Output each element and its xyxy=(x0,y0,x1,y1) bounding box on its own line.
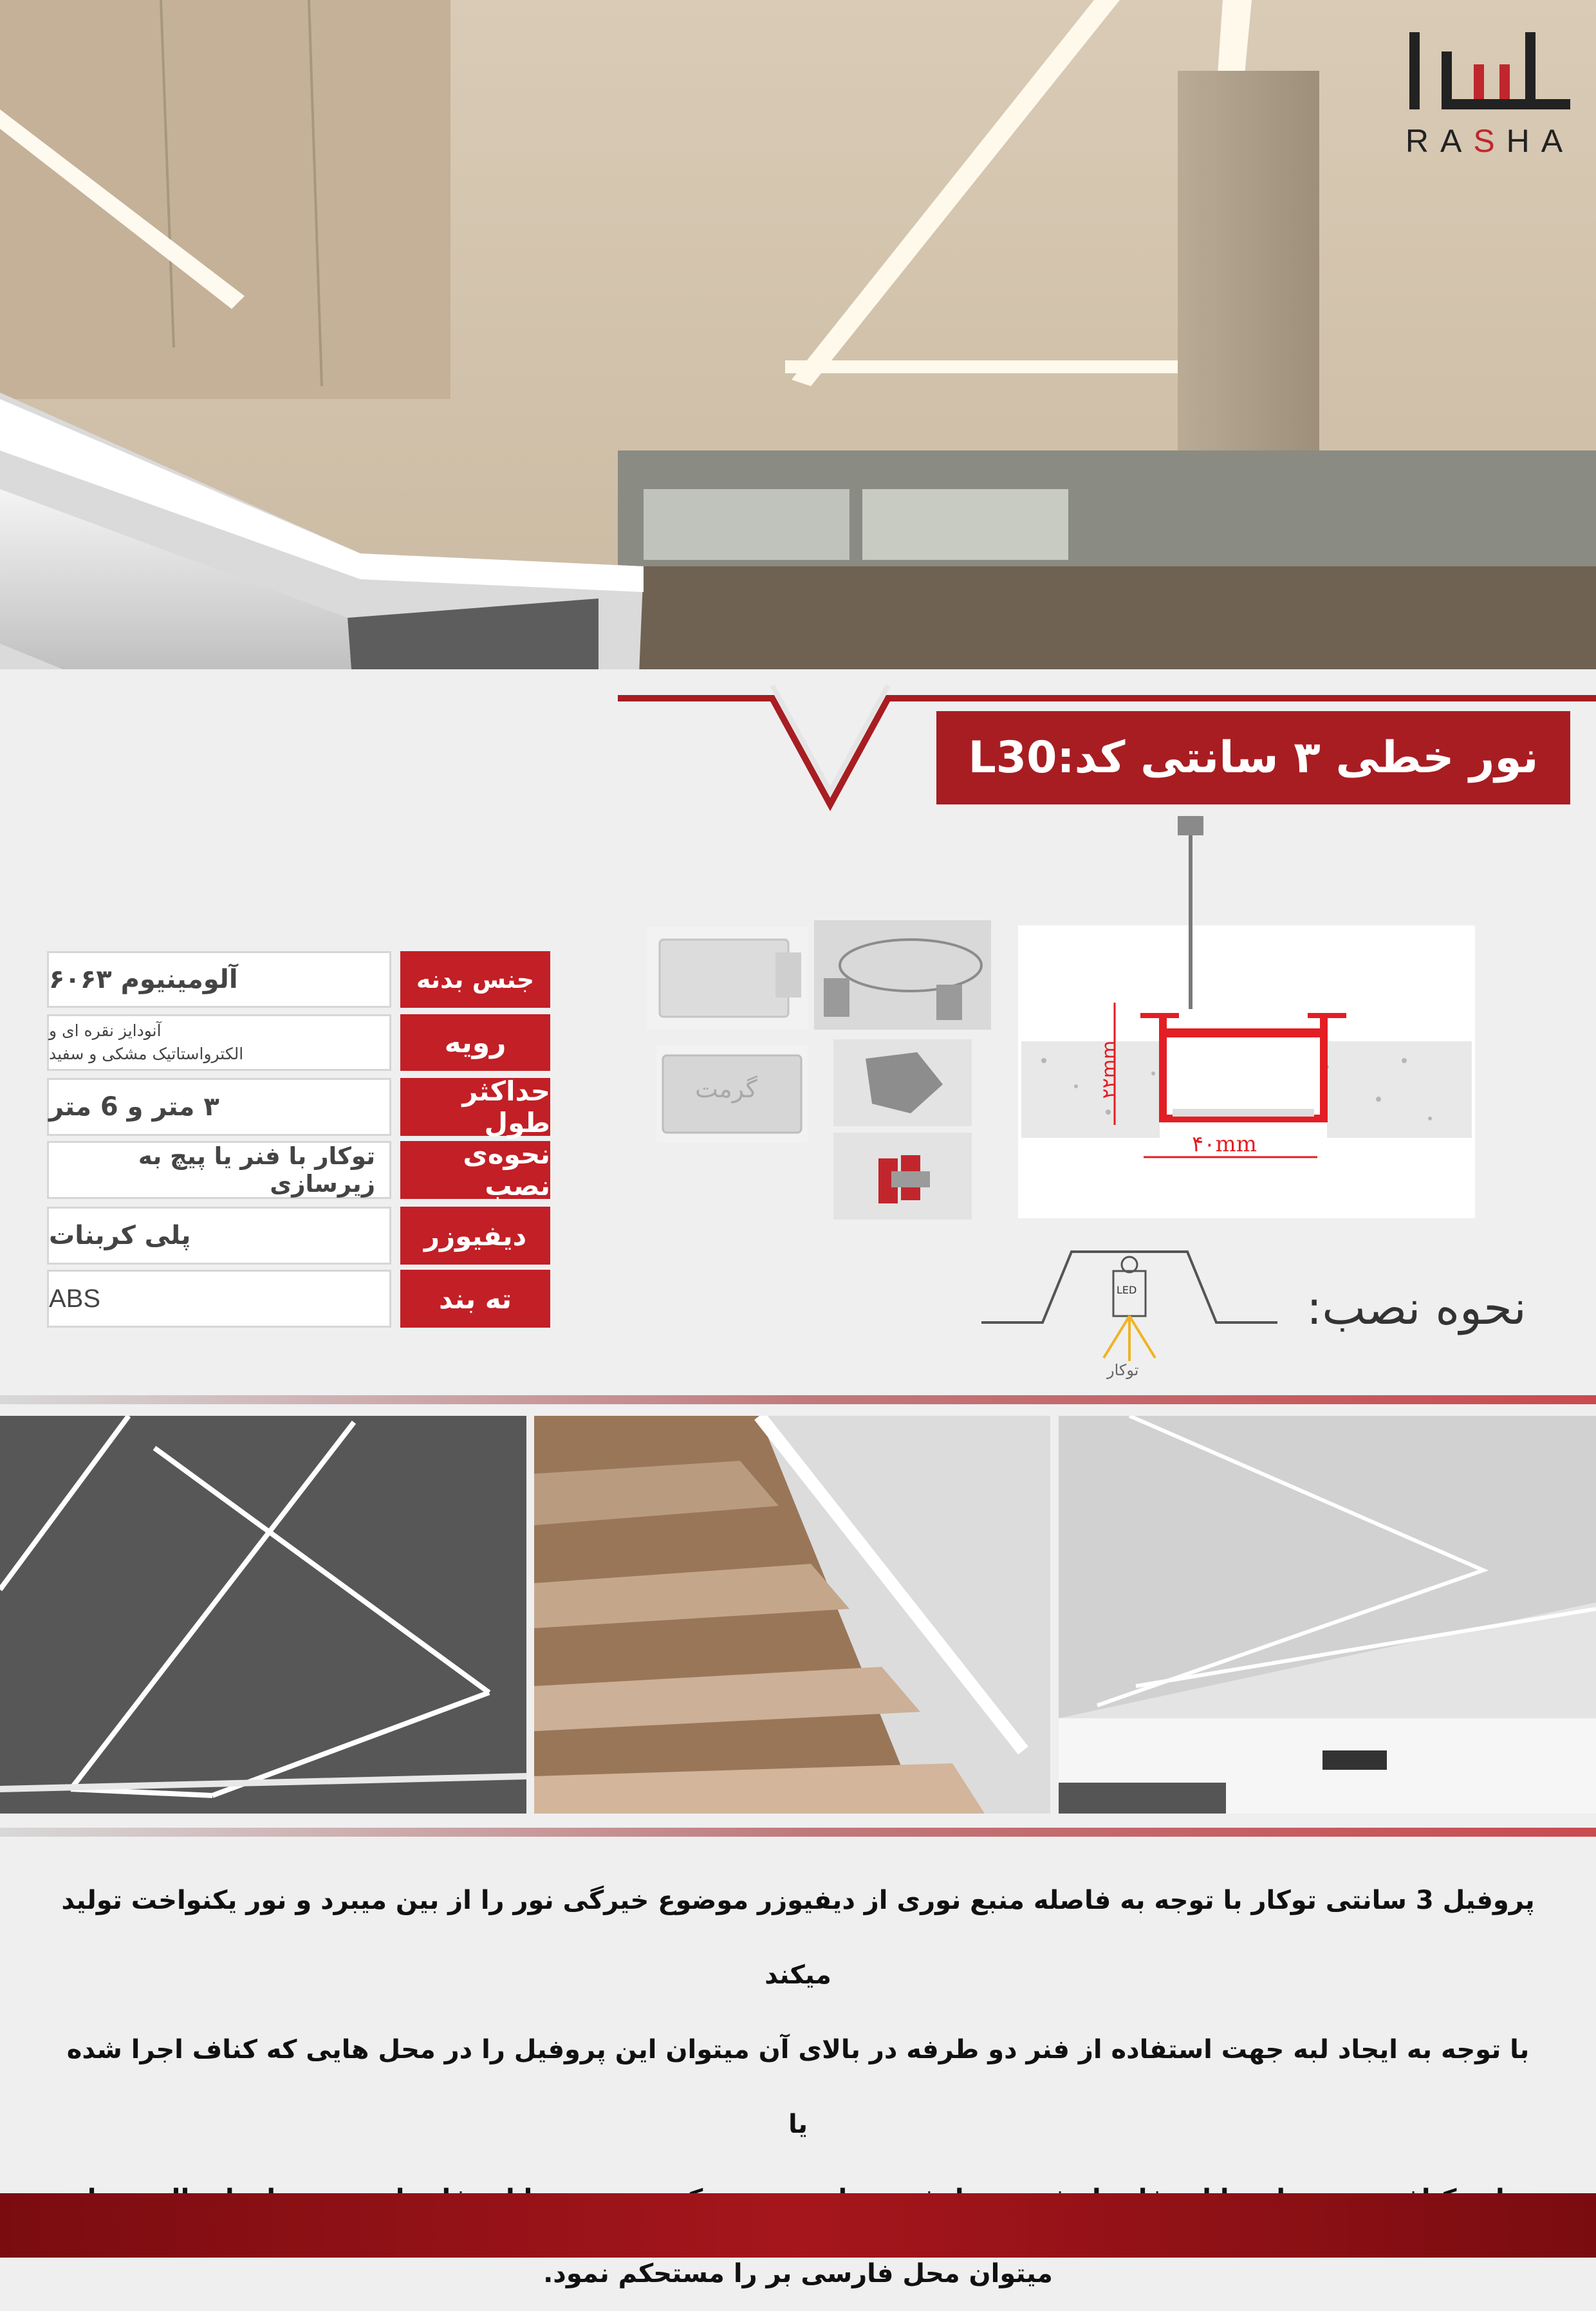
spec-value-material: آلومینیوم ۶۰۶۳ xyxy=(47,951,391,1008)
spec-label-diffuser: دیفیوزر xyxy=(400,1207,550,1265)
staircase-drawing xyxy=(534,1416,1050,1814)
living-room-drawing xyxy=(1059,1416,1596,1814)
installation-heading: نحوه نصب: xyxy=(1306,1281,1526,1335)
photo-living-room xyxy=(1059,1416,1596,1814)
photo-staircase xyxy=(534,1416,1050,1814)
springs-image xyxy=(833,1133,972,1220)
led-label: LED xyxy=(1117,1284,1137,1296)
finish-line-2: الکترواستاتیک مشکی و سفید xyxy=(49,1044,244,1063)
end-cap-branded-image xyxy=(656,1046,808,1142)
description-line-2: با توجه به ایجاد لبه جهت استفاده از فنر دو طرفه در بالای آن میتوان این پروفیل را در محل هایی که کناف اجرا شده یا xyxy=(66,2035,1530,2139)
installation-diagram xyxy=(981,1245,1277,1384)
spec-label-material: جنس بدنه xyxy=(400,951,550,1008)
end-cap-plain-image xyxy=(647,927,808,1030)
spec-label-end-cap: ته بند xyxy=(400,1270,550,1328)
top-stripe xyxy=(0,1395,1596,1404)
spec-value-end-cap: ABS xyxy=(47,1270,391,1328)
spec-value-diffuser: پلی کربنات xyxy=(47,1207,391,1265)
description-line-1: پروفیل 3 سانتی توکار با توجه به فاصله منبع نوری از دیفیوزر موضوع خیرگی نور را از بین میبرد و نور یکنواخت تولید میکند xyxy=(61,1886,1535,1990)
height-dimension-label: ۲۲mm xyxy=(1098,1040,1121,1099)
end-cap-mark: گرمت xyxy=(695,1075,757,1103)
spec-value-max-length: ۳ متر و 6 متر xyxy=(47,1078,391,1136)
springs-icon xyxy=(833,1133,972,1220)
recessed-label: توکار xyxy=(1107,1361,1139,1379)
bottom-stripe xyxy=(0,1828,1596,1837)
cable-kit-icon xyxy=(814,920,991,1030)
clip-icon xyxy=(833,1039,972,1126)
spec-label-max-length: حداکثر طول xyxy=(400,1078,550,1136)
width-dimension-label: ۴۰mm xyxy=(1192,1131,1257,1157)
spec-label-installation: نحوه‌ی نصب xyxy=(400,1141,550,1199)
brand-wordmark: RASHA xyxy=(1405,123,1575,159)
spec-value-installation: توکار با فنر یا پیچ به زیرسازی xyxy=(47,1141,391,1199)
footer-bar xyxy=(0,2193,1596,2258)
finish-line-1: آنودایز نقره ای و xyxy=(49,1021,162,1040)
suspension-cables-image xyxy=(814,920,991,1030)
ceiling-grid-drawing xyxy=(0,1416,526,1814)
brand-logo xyxy=(1403,26,1577,161)
kitchen-ceiling-illustration xyxy=(0,0,1596,669)
hero-photo xyxy=(0,0,1596,669)
end-cap-icon xyxy=(647,927,808,1030)
logo-mark xyxy=(1403,26,1577,116)
spec-value-finish xyxy=(47,1014,391,1071)
product-title: نور خطی ۳ سانتی کد:L30 xyxy=(936,711,1570,804)
spec-label-finish: رویه xyxy=(400,1014,550,1071)
profile-section-diagram xyxy=(1018,816,1475,1218)
photo-ceiling-grid xyxy=(0,1416,526,1814)
section-drawing xyxy=(1018,816,1475,1218)
description-line-4: میتوان محل فارسی بر را مستحکم نمود. xyxy=(543,2259,1053,2288)
mounting-clip-image xyxy=(833,1039,972,1126)
